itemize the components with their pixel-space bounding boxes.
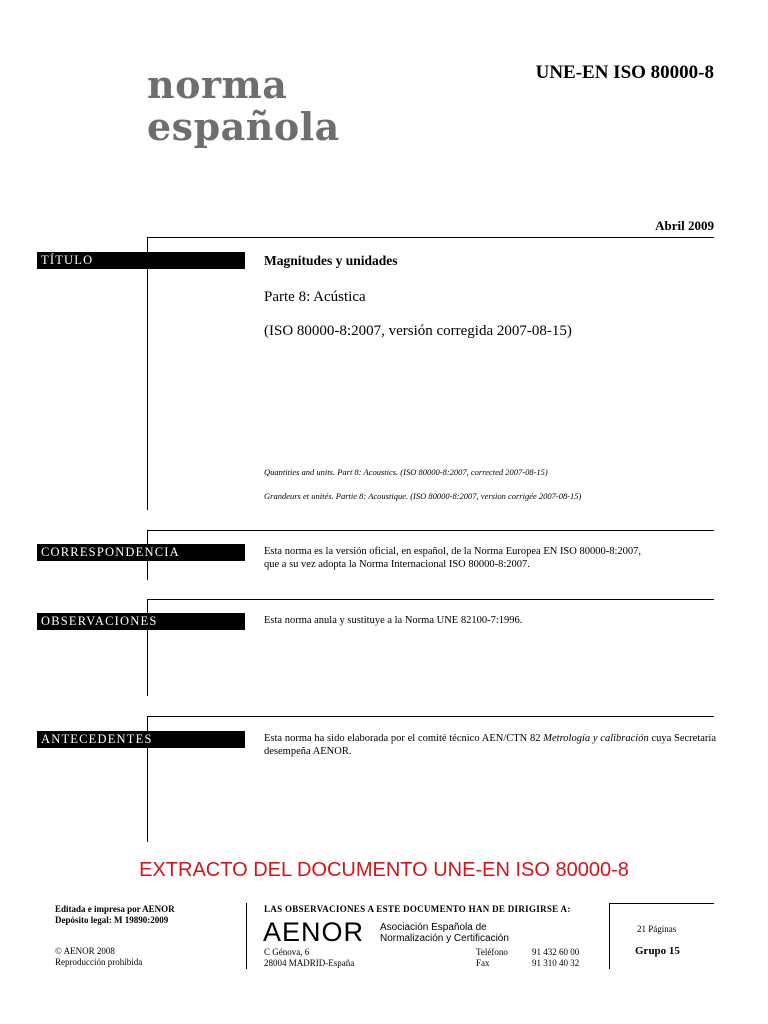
antecedentes-committee-name: Metrología y calibración bbox=[543, 733, 649, 744]
footer-phone-label: Teléfono bbox=[476, 947, 508, 957]
footer-divider-left bbox=[246, 903, 247, 969]
footer-address-2: 28004 MADRID-España bbox=[264, 958, 355, 968]
footer-phone: 91 432 60 00 bbox=[532, 947, 580, 957]
antecedentes-top-rule bbox=[147, 716, 714, 717]
brand-line-1: norma bbox=[147, 62, 288, 107]
antecedentes-text bbox=[264, 732, 716, 758]
correspondencia-text bbox=[264, 545, 716, 571]
footer-observations-header: LAS OBSERVACIONES A ESTE DOCUMENTO HAN DE DIRIGIRSE A: bbox=[264, 904, 571, 914]
observaciones-top-rule bbox=[147, 599, 714, 600]
antecedentes-text-b: cuya Secretaría desempeña AENOR. bbox=[264, 733, 716, 757]
observaciones-label: OBSERVACIONES bbox=[37, 613, 245, 630]
footer-fax-label: Fax bbox=[476, 958, 490, 968]
correspondencia-label: CORRESPONDENCIA bbox=[37, 544, 245, 561]
antecedentes-text-a: Esta norma ha sido elaborada por el comité técnico AEN/CTN 82 bbox=[264, 733, 544, 744]
title-english: Quantities and units. Part 8: Acoustics. (ISO 80000-8:2007, corrected 2007-08-15) bbox=[264, 467, 548, 477]
aenor-association bbox=[380, 922, 509, 944]
publication-date: Abril 2009 bbox=[655, 218, 714, 233]
footer-deposit: Depósito legal: M 19890:2009 bbox=[55, 915, 169, 925]
footer-edited: Editada e impresa por AENOR bbox=[55, 904, 175, 914]
footer-reproduction: Reproducción prohibida bbox=[55, 957, 143, 967]
assoc-line-1: Asociación Española de bbox=[380, 922, 487, 933]
footer-box-top-rule bbox=[609, 903, 714, 904]
antecedentes-label: ANTECEDENTES bbox=[37, 731, 245, 748]
footer-group: Grupo 15 bbox=[635, 945, 680, 957]
assoc-line-2: Normalización y Certificación bbox=[380, 933, 509, 944]
title-french: Grandeurs et unités. Partie 8: Acoustique. (ISO 80000-8:2007, version corrigée 2007-08-15) bbox=[264, 491, 582, 501]
brand-line-2: española bbox=[147, 104, 340, 149]
footer-pages: 21 Páginas bbox=[637, 924, 677, 934]
titulo-vertical-rule bbox=[147, 237, 148, 510]
observaciones-text: Esta norma anula y sustituye a la Norma UNE 82100-7:1996. bbox=[264, 615, 523, 626]
title-iso: (ISO 80000-8:2007, versión corregida 2007-08-15) bbox=[264, 323, 572, 339]
footer-address-1: C Génova, 6 bbox=[264, 947, 310, 957]
standard-code: UNE-EN ISO 80000-8 bbox=[535, 62, 714, 83]
titulo-label: TÍTULO bbox=[37, 252, 245, 269]
footer-copyright: © AENOR 2008 bbox=[55, 946, 115, 956]
footer-divider-right bbox=[609, 903, 610, 969]
footer-fax: 91 310 40 32 bbox=[532, 958, 580, 968]
correspondencia-line-2: que a su vez adopta la Norma Internacional ISO 80000-8:2007. bbox=[264, 559, 530, 570]
title-part: Parte 8: Acústica bbox=[264, 289, 366, 305]
correspondencia-line-1: Esta norma es la versión oficial, en español, de la Norma Europea EN ISO 80000-8:2007, bbox=[264, 546, 642, 557]
extract-notice: EXTRACTO DEL DOCUMENTO UNE-EN ISO 80000-8 bbox=[139, 859, 629, 881]
title-main: Magnitudes y unidades bbox=[264, 253, 398, 268]
aenor-logo: AENOR bbox=[263, 917, 365, 947]
titulo-top-rule bbox=[147, 237, 714, 238]
correspondencia-top-rule bbox=[147, 530, 714, 531]
